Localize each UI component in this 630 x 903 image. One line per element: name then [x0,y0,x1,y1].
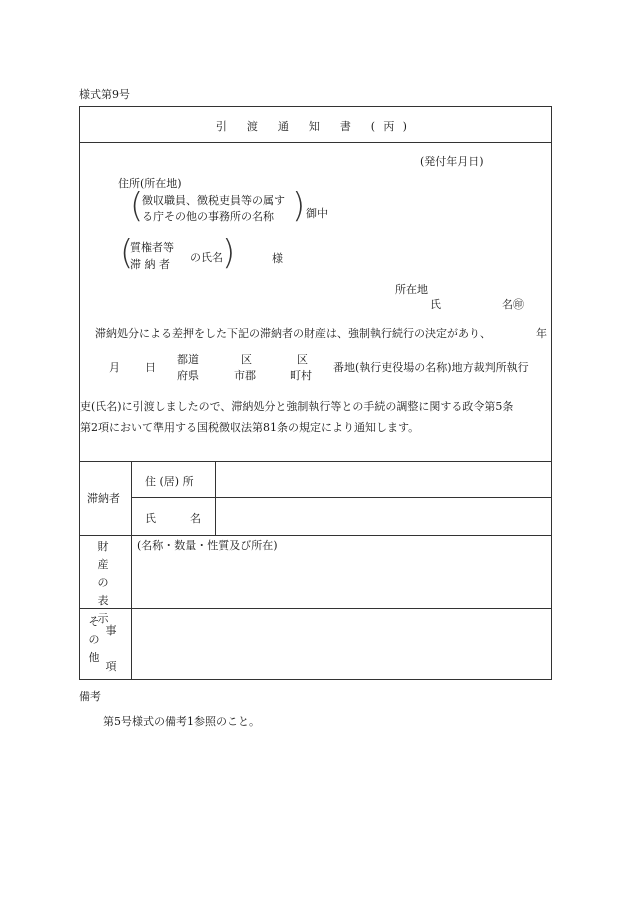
office-brace-left: ( [130,186,144,226]
body-prefecture-2: 府県 [177,369,199,382]
body-town-1: 区 [297,353,308,366]
holder-type-line2: 滞 納 者 [130,258,170,271]
body-ward-1: 区 [241,353,252,366]
holder-brace-right: ) [222,233,236,273]
delinquent-label: 滞納者 [87,492,120,505]
body-prefecture-1: 都道 [177,353,199,366]
body-month: 月 [109,361,120,374]
other-matters-value[interactable] [132,609,551,679]
holder-brace-left: ( [120,233,134,273]
delinquent-name-label-1: 氏 [145,512,156,525]
property-label: 財産の表示 [97,540,109,625]
body-line-4: 第2項において準用する国税徴収法第81条の規定により通知します。 [80,421,420,434]
body-day: 日 [145,361,156,374]
form-number: 様式第9号 [79,88,130,101]
document-title: 引 渡 通 知 書 (丙) [215,120,416,133]
sender-name-label-1: 氏 [430,298,441,311]
delinquent-name-label-2: 名 [190,512,201,525]
delinquent-name-value[interactable] [216,498,551,535]
addressee-suffix: 御中 [306,207,328,220]
holder-honorific: 様 [272,252,283,265]
remarks-label: 備考 [79,690,101,703]
office-brace-right: ) [292,186,306,226]
body-line-1: 滞納処分による差押をした下記の滞納者の財産は、強制執行続行の決定があり、 [95,327,491,340]
delinquent-address-label: 住 (居) 所 [145,475,194,488]
sender-name-label-2: 名㊞ [502,298,524,311]
issue-date: (発付年月日) [420,155,484,168]
address-label: 住所(所在地) [118,177,182,190]
body-year: 年 [536,327,547,340]
office-name-line2: る庁その他の事務所の名称 [142,210,274,223]
other-label-column-2: 事項 [105,624,117,673]
property-note: (名称・数量・性質及び所在) [137,539,278,552]
row-divider-2 [79,535,552,536]
sender-location-label: 所在地 [395,283,428,296]
delinquent-address-value[interactable] [216,462,551,497]
title-divider [79,142,552,143]
body-town-2: 町村 [290,369,312,382]
body-line-2-tail: 番地(執行吏役場の名称)地方裁判所執行 [333,361,529,374]
office-name-line1: 徴収職員、徴税吏員等の属す [142,194,285,207]
body-line-3: 吏(氏名)に引渡しましたので、滞納処分と強制執行等との手続の調整に関する政令第5条 [80,400,514,413]
other-label-column-1: その他 [88,615,100,664]
body-ward-2: 市郡 [234,369,256,382]
holder-type-line1: 質権者等 [130,241,174,254]
holder-name-label: の氏名 [190,251,223,264]
remarks-text: 第5号様式の備考1参照のこと。 [103,715,260,728]
